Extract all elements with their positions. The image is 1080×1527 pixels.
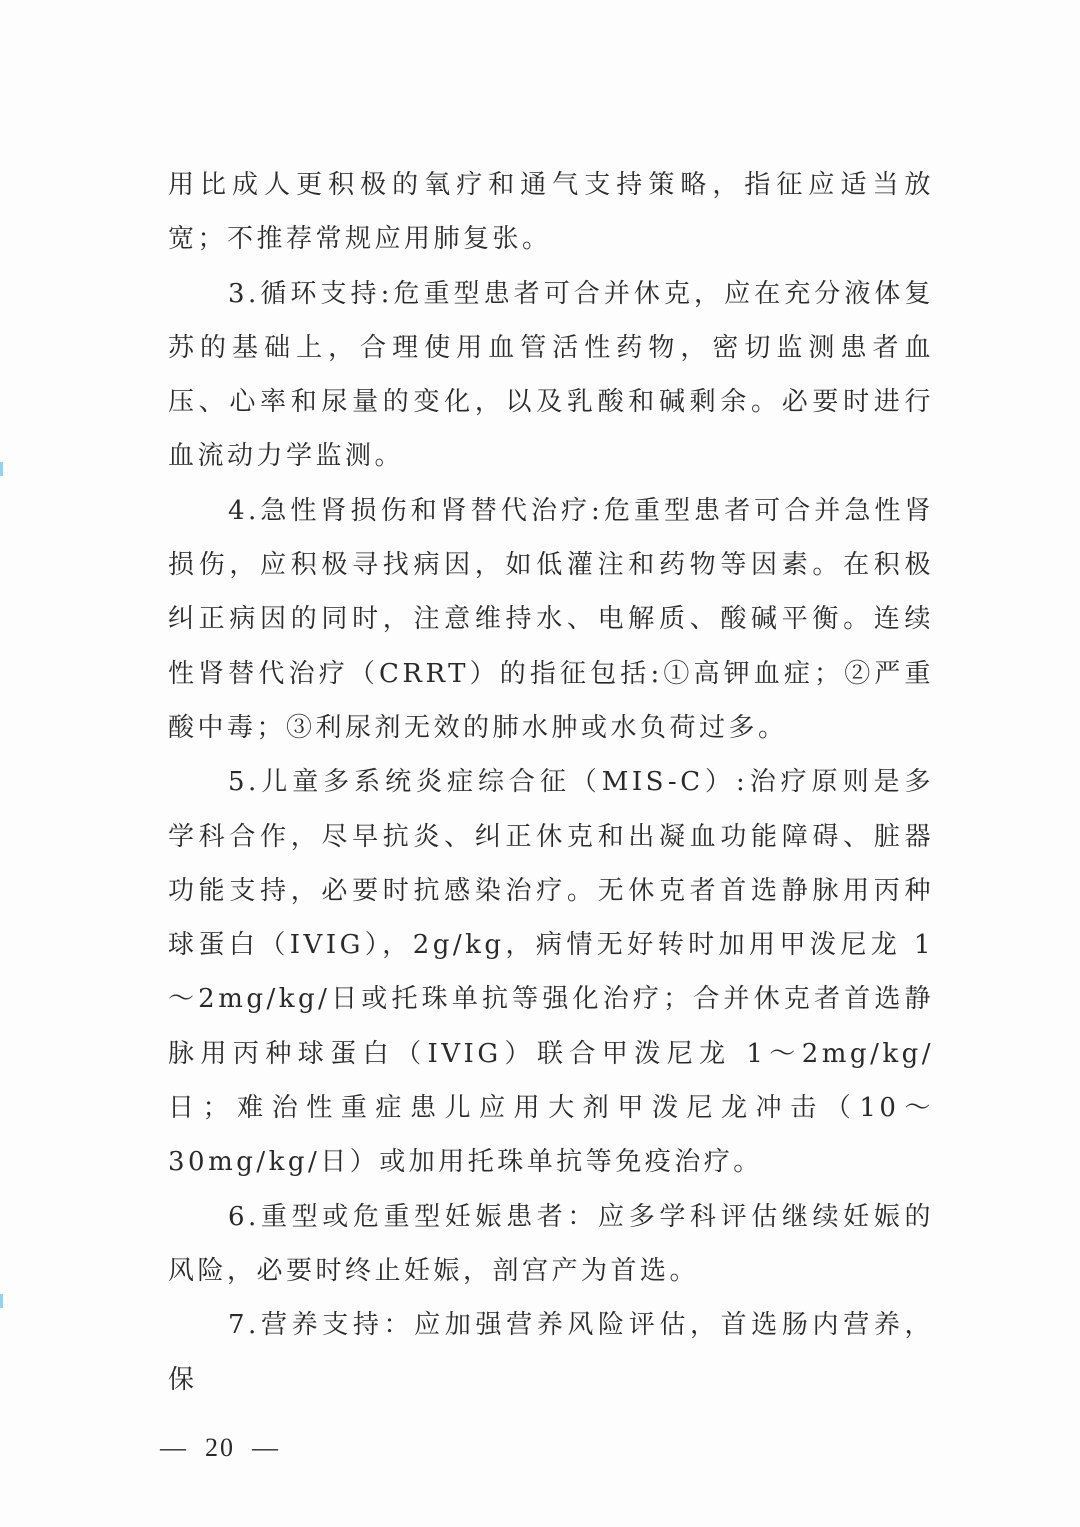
paragraph-nutrition-support: 7.营养支持：应加强营养风险评估，首选肠内营养，保 [168, 1310, 934, 1395]
paragraph-acute-kidney-injury: 4.急性肾损伤和肾替代治疗:危重型患者可合并急性肾损伤，应积极寻找病因，如低灌注和药物等因素。在积极纠正病因的同时，注意维持水、电解质、酸碱平衡。连续性肾替代治疗（CRRT）的指征包括:①高钾血症；②严重酸中毒；③利尿剂无效的肺水肿或水负荷过多。 [168, 495, 934, 743]
paragraph-pregnancy: 6.重型或危重型妊娠患者：应多学科评估继续妊娠的风险，必要时终止妊娠，剖宫产为首选。 [168, 1201, 934, 1286]
body-text [168, 158, 934, 1407]
paragraph-circulatory-support: 3.循环支持:危重型患者可合并休克，应在充分液体复苏的基础上，合理使用血管活性药物，密切监测患者血压、心率和尿量的变化，以及乳酸和碱剩余。必要时进行血流动力学监测。 [168, 278, 934, 472]
scan-margin-mark [0, 462, 3, 476]
scan-margin-mark [0, 1294, 3, 1308]
page-number: — 20 — [160, 1433, 280, 1462]
paragraph-continued: 用比成人更积极的氧疗和通气支持策略，指征应适当放宽；不推荐常规应用肺复张。 [168, 170, 934, 255]
paragraph-mis-c: 5.儿童多系统炎症综合征（MIS-C）:治疗原则是多学科合作，尽早抗炎、纠正休克和出凝血功能障碍、脏器功能支持，必要时抗感染治疗。无休克者首选静脉用丙种球蛋白（IVIG），2g/kg，病情无好转时加用甲泼尼龙 1～2mg/kg/日或托珠单抗等强化治疗；合并休克者首选静脉用丙种球蛋白（IVIG）联合甲泼尼龙 1～2mg/kg/日；难治性重症患儿应用大剂甲泼尼龙冲击（10～30mg/kg/日）或加用托珠单抗等免疫治疗。 [168, 767, 934, 1178]
